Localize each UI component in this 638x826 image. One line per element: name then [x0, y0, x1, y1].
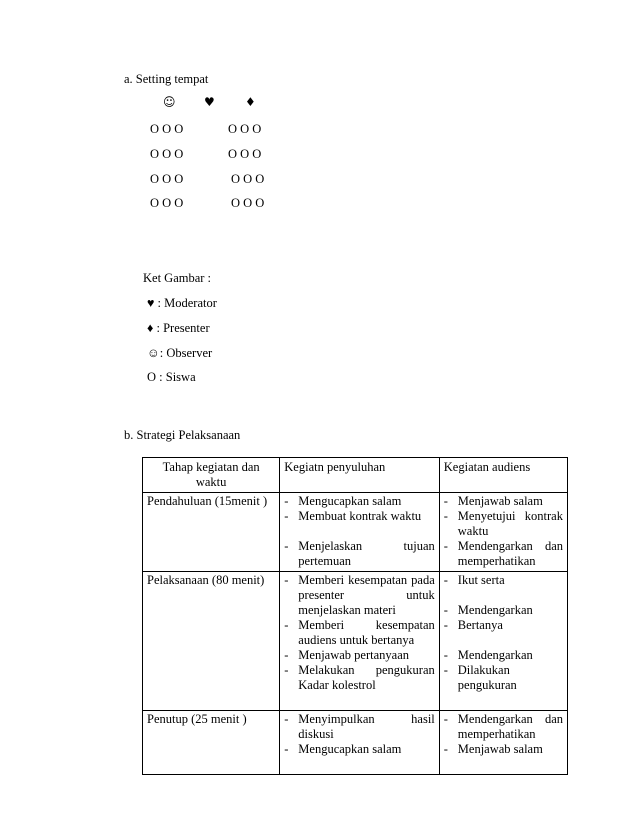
legend-item-moderator: ♥ : Moderator — [147, 296, 217, 310]
list-item: - Menjawab pertanyaan — [284, 648, 409, 662]
legend-item-presenter: ♦ : Presenter — [147, 321, 210, 335]
seat-row-left: O O O — [150, 122, 184, 136]
list-item: - Menjawab salam — [443, 494, 543, 508]
table-header-row — [143, 458, 568, 493]
list-item: - Bertanya — [443, 618, 503, 632]
section-b-title: b. Strategi Pelaksanaan — [124, 428, 241, 442]
header-stage: Tahap kegiatan dan waktu — [143, 458, 280, 493]
list-item: - Mendengarkan dan memperhatikan — [443, 712, 563, 741]
audience-cell — [439, 711, 567, 775]
list-item: - Mendengarkan dan memperhatikan — [443, 539, 563, 568]
section-a-title: a. Setting tempat — [124, 72, 209, 86]
list-item: - Menyetujui kontrak waktu — [443, 509, 563, 538]
list-item: - Mengucapkan salam — [284, 742, 402, 756]
list-item: - Dilakukan pengukuran — [443, 663, 517, 692]
strategy-table — [142, 457, 568, 775]
seat-row-left: O O O — [150, 196, 184, 210]
list-item: - Memberi kesempatan pada presenter untuk menjelaskan materi — [284, 573, 435, 617]
audience-cell — [439, 572, 567, 711]
stage-cell: Pelaksanaan (80 menit) — [143, 572, 280, 711]
table-row — [143, 711, 568, 775]
list-item: - Menjelaskan tujuan pertemuan — [284, 539, 435, 568]
seat-row-left: O O O — [150, 147, 184, 161]
list-item: - Memberi kesempatan audiens untuk bertanya — [284, 618, 435, 647]
list-item: - Membuat kontrak waktu — [284, 509, 422, 523]
legend-title: Ket Gambar : — [143, 271, 212, 285]
list-item: - Menjawab salam — [443, 742, 543, 756]
seat-row-left: O O O — [150, 172, 184, 186]
table-row — [143, 572, 568, 711]
activities-cell — [280, 493, 440, 572]
header-activities: Kegiatn penyuluhan — [280, 458, 440, 493]
header-audience: Kegiatan audiens — [439, 458, 567, 493]
seat-row-right: O O O — [231, 172, 265, 186]
legend-item-student: O : Siswa — [147, 370, 196, 384]
legend-item-observer: ☺: Observer — [147, 346, 213, 360]
table-row — [143, 493, 568, 572]
seat-row-right: O O O — [228, 122, 262, 136]
list-item: - Menyimpulkan hasil diskusi — [284, 712, 435, 741]
seat-row-right: O O O — [231, 196, 265, 210]
seat-row-right: O O O — [228, 147, 262, 161]
moderator-icon: ♥ — [204, 95, 215, 109]
list-item: - Mengucapkan salam — [284, 494, 402, 508]
stage-cell: Penutup (25 menit ) — [143, 711, 280, 775]
activities-cell — [280, 711, 440, 775]
audience-cell — [439, 493, 567, 572]
presenter-icon: ♦ — [245, 95, 256, 109]
observer-icon: ☺ — [163, 95, 176, 109]
activities-cell — [280, 572, 440, 711]
list-item: - Mendengarkan — [443, 603, 533, 617]
stage-cell: Pendahuluan (15menit ) — [143, 493, 280, 572]
list-item: - Ikut serta — [443, 573, 505, 587]
list-item: - Mendengarkan — [443, 648, 533, 662]
list-item: - Melakukan pengukuran Kadar kolestrol — [284, 663, 435, 692]
